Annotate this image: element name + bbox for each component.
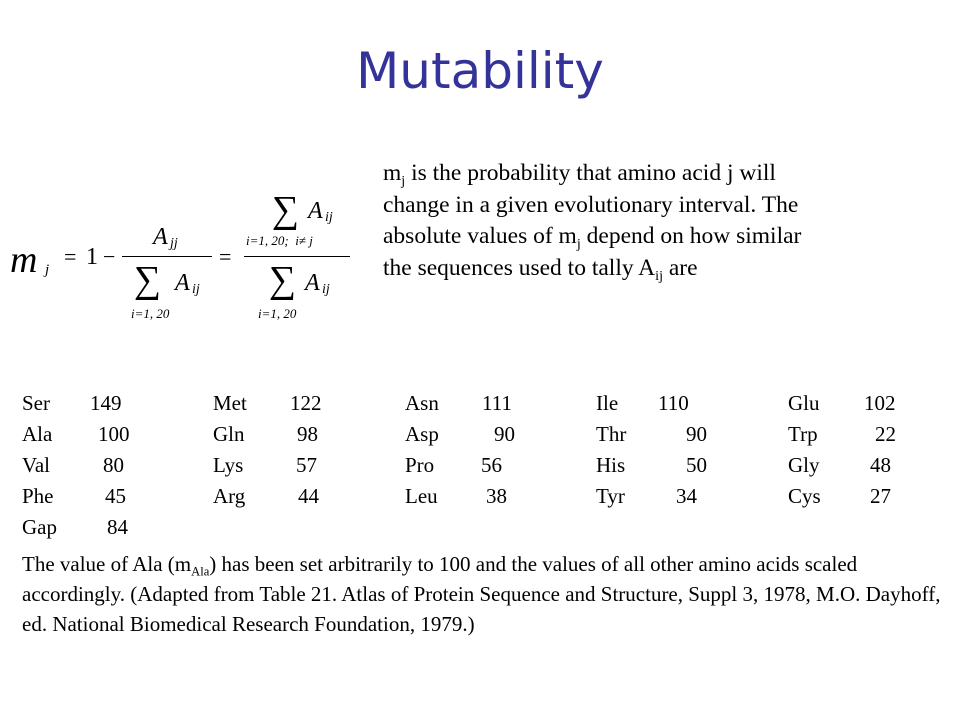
- slide-title: Mutability: [356, 42, 604, 100]
- eq-frac2-den-term: A: [305, 270, 320, 296]
- amino-acid-name: Pro: [405, 453, 435, 477]
- amino-acid-name: Ser: [22, 391, 50, 415]
- mutability-value: 100: [98, 422, 130, 446]
- amino-acid-name: His: [596, 453, 626, 477]
- amino-acid-name: Val: [22, 453, 50, 477]
- amino-acid-name: Glu: [788, 391, 820, 415]
- eq-frac2-bar: [244, 256, 350, 257]
- mutability-value: 45: [105, 484, 126, 508]
- mutability-value: 90: [686, 422, 707, 446]
- mutability-value: 44: [298, 484, 319, 508]
- amino-acid-name: Ala: [22, 422, 53, 446]
- eq-frac1-sigma: ∑: [134, 259, 162, 301]
- eq-one: 1: [86, 244, 98, 270]
- footnote: The value of Ala $(m_{Ala})$ has been set arbitrarily to 100 and the values of all other amino acids scaled accordingly. (Adapted from Table 21. Atlas of Protein Sequence and Structure, Suppl 3, 1978, M.O. Dayhoff, ed. National Biomedical Research Foundation, 1979.): [22, 552, 941, 636]
- mutability-value: 48: [870, 453, 891, 477]
- eq-frac2-den-sub: ij: [322, 282, 330, 297]
- amino-acid-name: Asp: [405, 422, 439, 446]
- mutability-value: 102: [864, 391, 896, 415]
- mutability-value: 111: [482, 391, 512, 415]
- eq-frac2-den-sigma: ∑: [269, 259, 297, 301]
- mutability-value: 90: [494, 422, 515, 446]
- mutability-value: 80: [103, 453, 124, 477]
- amino-acid-name: Gln: [213, 422, 245, 446]
- mutability-value: 122: [290, 391, 322, 415]
- description-line-2: change in a given evolutionary interval. The: [383, 191, 799, 218]
- mutability-value: 149: [90, 391, 122, 415]
- eq-frac2-num-limit: i=1, 20; i≠ j: [246, 233, 313, 248]
- eq-frac1-den-sub: ij: [192, 282, 200, 297]
- eq-m-sub: j: [45, 262, 50, 278]
- mutability-value: 56: [481, 453, 502, 477]
- eq-equals-1: =: [64, 244, 77, 269]
- amino-acid-name: Gap: [22, 515, 57, 539]
- amino-acid-name: Leu: [405, 484, 438, 508]
- mutability-value: 57: [296, 453, 317, 477]
- amino-acid-name: Cys: [788, 484, 821, 508]
- mutability-value: 98: [297, 422, 318, 446]
- mutability-value: 27: [870, 484, 891, 508]
- mutability-value: 22: [875, 422, 896, 446]
- eq-equals-2: =: [219, 244, 232, 269]
- amino-acid-name: Tyr: [596, 484, 625, 508]
- mutability-equation: [0, 0, 360, 330]
- description-paragraph: [383, 158, 801, 284]
- amino-acid-name: Gly: [788, 453, 820, 477]
- mutability-value: 110: [658, 391, 689, 415]
- amino-acid-name: Arg: [213, 484, 246, 508]
- amino-acid-name: Asn: [405, 391, 439, 415]
- eq-frac2-num-sub: ij: [325, 210, 333, 225]
- eq-frac1-numerator: A: [153, 224, 168, 250]
- eq-frac1-den-term: A: [175, 270, 190, 296]
- description-line-3: absolute values of $m_j$ depend on how similar: [383, 223, 802, 252]
- amino-acid-name: Ile: [596, 391, 619, 415]
- eq-frac2-num-sigma: ∑: [272, 189, 300, 231]
- description-line-1: $m_j$ is the probability that amino acid j will: [383, 160, 776, 189]
- eq-minus: −: [103, 244, 116, 269]
- amino-acid-name: Phe: [22, 484, 54, 508]
- description-line-4: the sequences used to tally $A_{ij}$ are: [383, 254, 698, 284]
- amino-acid-name: Lys: [213, 453, 244, 477]
- mutability-value: 50: [686, 453, 707, 477]
- eq-m: m: [10, 239, 38, 281]
- amino-acid-name: Trp: [788, 422, 818, 446]
- mutability-value: 34: [676, 484, 697, 508]
- amino-acid-name: Met: [213, 391, 247, 415]
- eq-frac2-den-limit: i=1, 20: [258, 306, 297, 321]
- eq-frac1-numerator-sub: jj: [170, 236, 178, 251]
- mutability-value: 38: [486, 484, 507, 508]
- eq-frac1-den-limit: i=1, 20: [131, 306, 170, 321]
- amino-acid-name: Thr: [596, 422, 627, 446]
- eq-frac2-num-term: A: [308, 198, 323, 224]
- mutability-value: 84: [107, 515, 128, 539]
